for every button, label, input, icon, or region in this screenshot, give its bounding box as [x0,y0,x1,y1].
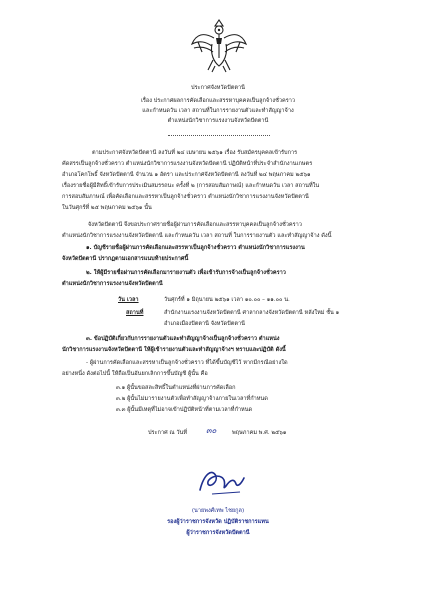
signer-name: (นายพงศ์เทพ ไชยกูล) [191,508,245,514]
announce-month-year: พฤษภาคม พ.ศ. ๒๕๖๑ [232,430,287,436]
doc-subject-line2: และกำหนดวัน เวลา สถานที่ในการรายงานตัวและทำสัญญาจ้าง [142,108,294,114]
place-label: สถานที่ [126,310,144,316]
place-value-2: อำเภอเมืองปัตตานี จังหวัดปัตตานี [164,321,245,327]
announce-label: ประกาศ ณ วันที่ [148,430,188,436]
date-label: วัน เวลา [118,297,139,303]
intro-line-6: ในวันศุกร์ที่ ๒๕ พฤษภาคม ๒๕๖๑ นั้น [62,205,152,211]
signer-position: รองผู้ว่าราชการจังหวัด ปฏิบัติราชการแทน [167,519,269,525]
doc-subject: เรื่อง ประกาศผลการคัดเลือกและสรรหาบุคคลเป็นลูกจ้างชั่วคราว [140,98,296,104]
doc-title: ประกาศจังหวัดปัตตานี [191,85,245,91]
signer-position-2: ผู้ว่าราชการจังหวัดปัตตานี [186,530,250,536]
body-para-1: จังหวัดปัตตานี จึงขอประกาศรายชื่อผู้ผ่านการคัดเลือกและสรรหาบุคคลเป็นลูกจ้างชั่วคราว [88,222,302,228]
section-2: ๒. ให้ผู้มีรายชื่อผ่านการคัดเลือกมารายงานตัว เพื่อเข้ารับการจ้างเป็นลูกจ้างชั่วคราว [86,270,286,276]
place-value: สำนักงานแรงงานจังหวัดปัตตานี ศาลากลางจังหวัดปัตตานี หลังใหม่ ชั้น ๑ [164,310,340,316]
date-value: วันศุกร์ที่ ๑ มิถุนายน ๒๕๖๑ เวลา ๑๐.๐๐ – ๑๑.๐๐ น. [164,297,290,303]
section-3b: นักวิชาการแรงงานจังหวัดปัตตานี ให้ผู้เข้ารายงานตัวและทำสัญญาจ้างฯ ทราบและปฏิบัติ ดังนี้ [62,347,286,353]
doc-subject-line3: ตำแหน่งนักวิชาการแรงงานจังหวัดปัตตานี [167,118,269,124]
intro-line-5: การสอบสัมภาษณ์ เพื่อคัดเลือกและสรรหาเป็นลูกจ้างชั่วคราว ตำแหน่งนักวิชาการแรงงานจังหวัดปัตตานี [62,194,309,200]
section-1b: จังหวัดปัตตานี ปรากฏตามเอกสารแนบท้ายประกาศนี้ [62,256,189,262]
section-1: ๑. บัญชีรายชื่อผู้ผ่านการคัดเลือกและสรรหาเป็นลูกจ้างชั่วคราว ตำแหน่งนักวิชาการแรงงาน [86,245,305,251]
section-3c: - ผู้ผ่านการคัดเลือกและสรรหาเป็นลูกจ้างชั่วคราว ที่ได้ขึ้นบัญชีไว้ หากมีกรณีอย่างใด [86,360,288,366]
intro-line-2: คัดสรรเป็นลูกจ้างชั่วคราว ตำแหน่งนักวิชาการแรงงานจังหวัดปัตตานี ปฏิบัติหน้าที่ประจำสำนักงานเกษตร [62,161,313,167]
section-3: ๓. ข้อปฏิบัติเกี่ยวกับการรายงานตัวและทำสัญญาจ้างเป็นลูกจ้างชั่วคราว ตำแหน่ง [86,336,280,342]
separator-rule [168,135,270,136]
item-3-2: ๓.๒ ผู้นั้นไม่มารายงานตัวเพื่อทำสัญญาจ้างภายในเวลาที่กำหนด [116,396,268,402]
intro-line-1: ตามประกาศจังหวัดปัตตานี ลงวันที่ ๒๔ เมษายน ๒๕๖๑ เรื่อง รับสมัครบุคคลเข้ารับการ [92,150,298,156]
item-3-1: ๓.๑ ผู้นั้นขอสละสิทธิ์ในตำแหน่งที่ผ่านการคัดเลือก [116,385,236,391]
section-3d: อย่างหนึ่ง ดังต่อไปนี้ ให้ถือเป็นอันยกเลิกการขึ้นบัญชี ผู้นั้น คือ [62,371,208,377]
intro-line-4: เรื่องรายชื่อผู้มีสิทธิ์เข้ารับการประเมินสมรรถนะ ครั้งที่ ๒ (การสอบสัมภาษณ์) และกำหนดวัน เวลา สถานที่ใน [62,183,320,189]
item-3-3: ๓.๓ ผู้นั้นมีเหตุที่ไม่อาจเข้าปฏิบัติหน้าที่ตามเวลาที่กำหนด [116,407,253,413]
section-2b: ตำแหน่งนักวิชาการแรงงานจังหวัดปัตตานี [62,281,163,287]
announce-day: ๓๐ [206,426,217,435]
garuda-emblem [188,14,250,76]
body-para-1b: ตำแหน่งนักวิชาการแรงงานจังหวัดปัตตานี และกำหนดวัน เวลา สถานที่ ในการรายงานตัว และทำสัญญาจ้าง ดังนี้ [62,233,332,239]
intro-line-3: อำเภอโคกโพธิ์ จังหวัดปัตตานี จำนวน ๑ อัตรา และประกาศจังหวัดปัตตานี ลงวันที่ ๒๔ พฤษภาคม ๒๕๖๑ [62,172,311,178]
signature [194,460,248,500]
